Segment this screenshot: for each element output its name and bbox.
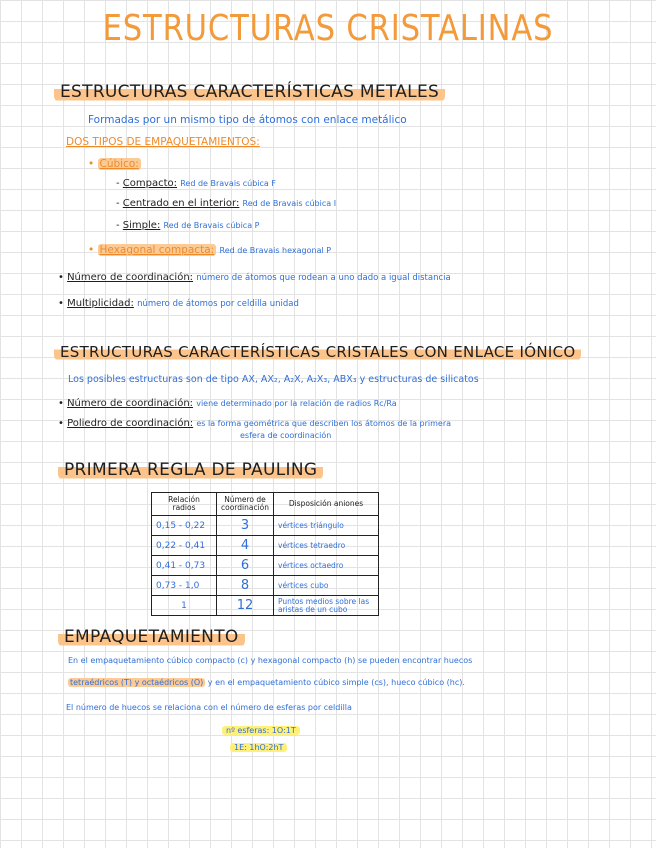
table-cell: vértices cubo [274, 576, 379, 596]
multiplicidad: • Multiplicidad: número de átomos por celdilla unidad [58, 298, 299, 309]
table-cell: 1 [152, 596, 217, 616]
table-cell: 8 [217, 576, 274, 596]
hexagonal-item: • Hexagonal compacta: Red de Bravais hexagonal P [88, 244, 332, 256]
pauling-table [151, 492, 379, 616]
table-row [152, 536, 379, 556]
cubico-item: • Cúbico: [88, 158, 139, 170]
table-cell: vértices triángulo [274, 516, 379, 536]
poliedro-coordinacion-cont: esfera de coordinación [240, 431, 332, 440]
table-row [152, 596, 379, 616]
table-cell: 6 [217, 556, 274, 576]
table-cell: 3 [217, 516, 274, 536]
table-header-cell: Número de coordinación [217, 493, 274, 516]
table-cell: 0,15 - 0,22 [152, 516, 217, 536]
equation-huecos: 1E: 1hO:2hT [230, 743, 287, 752]
centrado-item: - Centrado en el interior: Red de Bravais cúbica I [116, 198, 337, 209]
section-heading-pauling: PRIMERA REGLA DE PAULING [58, 460, 323, 480]
table-header-cell: Relación radios [152, 493, 217, 516]
empaquetamiento-line2: tetraédricos (T) y octaédricos (O) y en el empaquetamiento cúbico simple (cs), hueco cúbico (hc). [70, 678, 465, 687]
compacto-item: - Compacto: Red de Bravais cúbica F [116, 178, 276, 189]
section-heading-empaquetamiento: EMPAQUETAMIENTO [58, 627, 245, 647]
table-cell: 0,22 - 0,41 [152, 536, 217, 556]
simple-item: - Simple: Red de Bravais cúbica P [116, 220, 260, 231]
coordinacion-ionico: • Número de coordinación: viene determinado por la relación de radios Rc/Ra [58, 398, 397, 409]
table-cell: 12 [217, 596, 274, 616]
empaquetamientos-subheading: DOS TIPOS DE EMPAQUETAMIENTOS: [66, 136, 260, 148]
table-cell: Puntos medios sobre las aristas de un cubo [274, 596, 379, 616]
table-cell: 0,73 - 1,0 [152, 576, 217, 596]
ionico-intro: Los posibles estructuras son de tipo AX, AX₂, A₂X, A₂X₃, ABX₃ y estructuras de silicatos [68, 374, 479, 385]
section-heading-metales: ESTRUCTURAS CARACTERÍSTICAS METALES [54, 82, 445, 102]
table-cell: 0,41 - 0,73 [152, 556, 217, 576]
table-cell: vértices tetraedro [274, 536, 379, 556]
table-header-cell: Disposición aniones [274, 493, 379, 516]
coordinacion-metales: • Número de coordinación: número de átomos que rodean a uno dado a igual distancia [58, 272, 451, 283]
section-heading-ionico: ESTRUCTURAS CARACTERÍSTICAS CRISTALES CON ENLACE IÓNICO [54, 343, 581, 361]
empaquetamiento-line3: El número de huecos se relaciona con el número de esferas por celdilla [66, 703, 352, 712]
table-row [152, 516, 379, 536]
table-row [152, 576, 379, 596]
table-header-row [152, 493, 379, 516]
equation-esferas: nº esferas: 1O:1T [222, 726, 300, 735]
table-cell: 4 [217, 536, 274, 556]
page-title: ESTRUCTURAS CRISTALINAS [102, 8, 554, 49]
table-row [152, 556, 379, 576]
table-cell: vértices octaedro [274, 556, 379, 576]
metales-intro: Formadas por un mismo tipo de átomos con enlace metálico [88, 114, 407, 126]
poliedro-coordinacion: • Poliedro de coordinación: es la forma geométrica que describen los átomos de la primera [58, 418, 452, 429]
empaquetamiento-line1: En el empaquetamiento cúbico compacto (c) y hexagonal compacto (h) se pueden encontrar huecos [68, 656, 473, 665]
